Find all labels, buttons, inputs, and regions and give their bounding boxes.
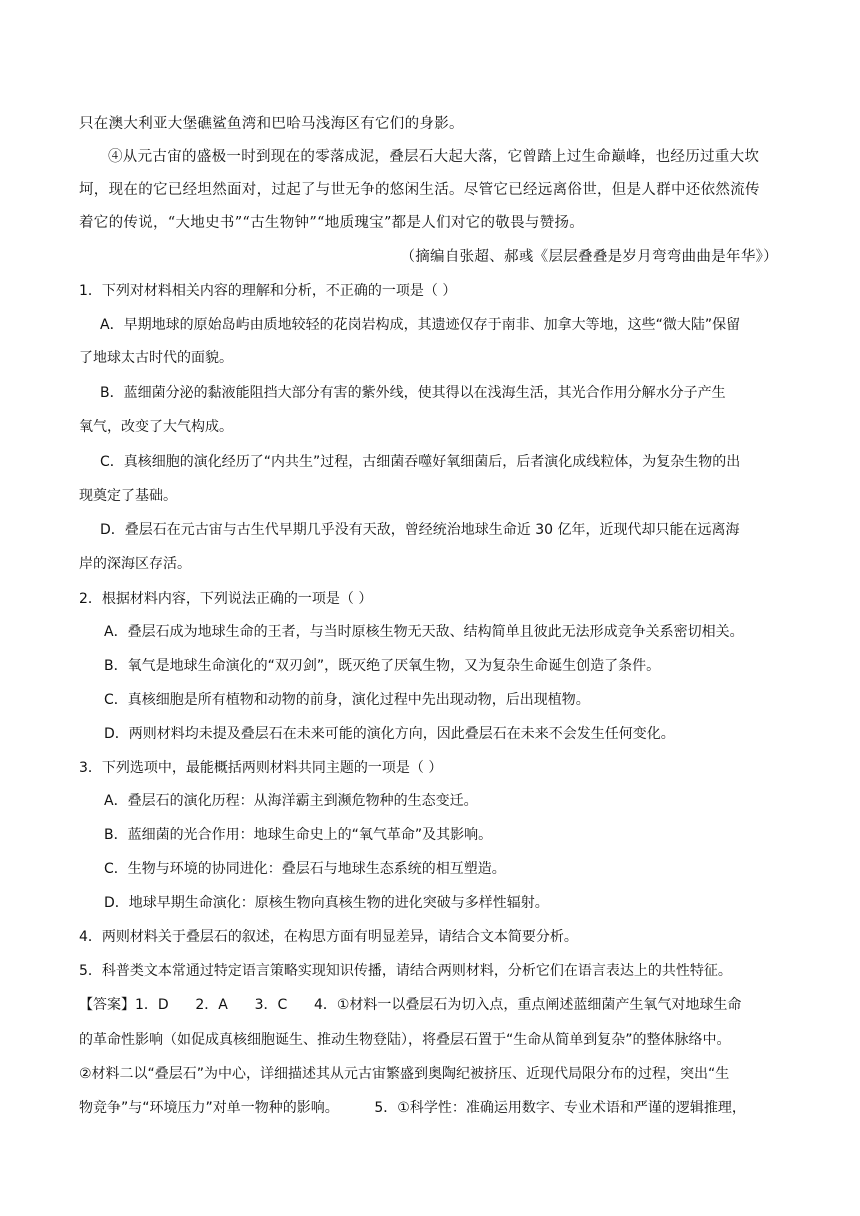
passage-paragraph-4-line: 着它的传说，“大地史书”“古生物钟”“地质瑰宝”都是人们对它的敬畏与赞扬。 bbox=[79, 215, 585, 231]
question-1-option-b: B．蓝细菌分泌的黏液能阻挡大部分有害的紫外线，使其得以在浅海生活，其光合作用分解水分子产生 bbox=[100, 385, 726, 401]
question-4-stem: 4．两则材料关于叠层石的叙述，在构思方面有明显差异，请结合文本简要分析。 bbox=[79, 929, 578, 945]
question-5-stem: 5．科普类文本常通过特定语言策略实现知识传播，请结合两则材料，分析它们在语言表达上的共性特征。 bbox=[79, 963, 732, 979]
passage-paragraph-4-line: 坷，现在的它已经坦然面对，过起了与世无争的悠闲生活。尽管它已经远离俗世，但是人群中还依然流传 bbox=[79, 182, 760, 198]
answer-line bbox=[79, 994, 741, 1014]
question-1-stem: 1．下列对材料相关内容的理解和分析，不正确的一项是（ ） bbox=[79, 283, 457, 299]
question-1-option-b-cont: 氧气，改变了大气构成。 bbox=[79, 419, 233, 435]
question-1-option-c: C．真核细胞的演化经历了“内共生”过程，古细菌吞噬好氧细菌后，后者演化成线粒体，为复杂生物的出 bbox=[100, 454, 741, 470]
answer-line: 的革命性影响（如促成真核细胞诞生、推动生物登陆），将叠层石置于“生命从简单到复杂”的整体脉络中。 bbox=[79, 1032, 731, 1048]
question-3-option-b: B．蓝细菌的光合作用：地球生命史上的“氧气革命”及其影响。 bbox=[104, 827, 493, 843]
question-2-stem: 2．根据材料内容，下列说法正确的一项是（ ） bbox=[79, 591, 373, 607]
question-1-option-c-cont: 现奠定了基础。 bbox=[79, 488, 177, 504]
question-2-option-c: C．真核细胞是所有植物和动物的前身，演化过程中先出现动物，后出现植物。 bbox=[104, 692, 590, 708]
question-1-option-a-cont: 了地球太古时代的面貌。 bbox=[79, 350, 233, 366]
answer-line: ②材料二以“叠层石”为中心，详细描述其从元古宙繁盛到奥陶纪被挤压、近现代局限分布的过程，突出“生 bbox=[79, 1066, 730, 1082]
question-1-option-d-cont: 岸的深海区存活。 bbox=[79, 556, 191, 572]
question-3-option-a: A．叠层石的演化历程：从海洋霸主到濒危物种的生态变迁。 bbox=[104, 793, 478, 809]
question-2-option-d: D．两则材料均未提及叠层石在未来可能的演化方向，因此叠层石在未来不会发生任何变化。 bbox=[104, 726, 675, 742]
question-1-option-d: D．叠层石在元古宙与古生代早期几乎没有天敌，曾经统治地球生命近 30 亿年，近现代却只能在远离海 bbox=[100, 522, 740, 538]
question-2-option-b: B．氧气是地球生命演化的“双刃剑”，既灭绝了厌氧生物，又为复杂生命诞生创造了条件。 bbox=[104, 658, 661, 674]
question-2-option-a: A．叠层石成为地球生命的王者，与当时原核生物无天敌、结构简单且彼此无法形成竞争关系密切相关。 bbox=[104, 624, 744, 640]
question-1-option-a: A．早期地球的原始岛屿由质地较轻的花岗岩构成，其遗迹仅存于南非、加拿大等地，这些“微大陆”保留 bbox=[100, 317, 741, 333]
passage-paragraph-4-line: ④从元古宙的盛极一时到现在的零落成泥，叠层石大起大落，它曾踏上过生命巅峰，也经历过重大坎 bbox=[108, 149, 760, 165]
question-3-option-d: D．地球早期生命演化：原核生物向真核生物的进化突破与多样性辐射。 bbox=[104, 895, 549, 911]
passage-line: 只在澳大利亚大堡礁鲨鱼湾和巴哈马浅海区有它们的身影。 bbox=[79, 116, 464, 132]
answer-keys: 1．D 2．A 3．C 4．①材料一以叠层石为切入点，重点阐述蓝细菌产生氧气对地球生命 bbox=[135, 997, 742, 1013]
question-3-option-c: C．生物与环境的协同进化：叠层石与地球生态系统的相互塑造。 bbox=[104, 861, 506, 877]
question-3-stem: 3．下列选项中，最能概括两则材料共同主题的一项是（ ） bbox=[79, 760, 443, 776]
passage-source: （摘编自张超、郝彧《层层叠叠是岁月弯弯曲曲是年华》） bbox=[400, 249, 778, 265]
answer-line: 物竞争”与“环境压力”对单一物种的影响。 5．①科学性：准确运用数字、专业术语和严谨的逻辑推理， bbox=[79, 1100, 746, 1116]
answer-label: 【答案】 bbox=[79, 997, 135, 1013]
